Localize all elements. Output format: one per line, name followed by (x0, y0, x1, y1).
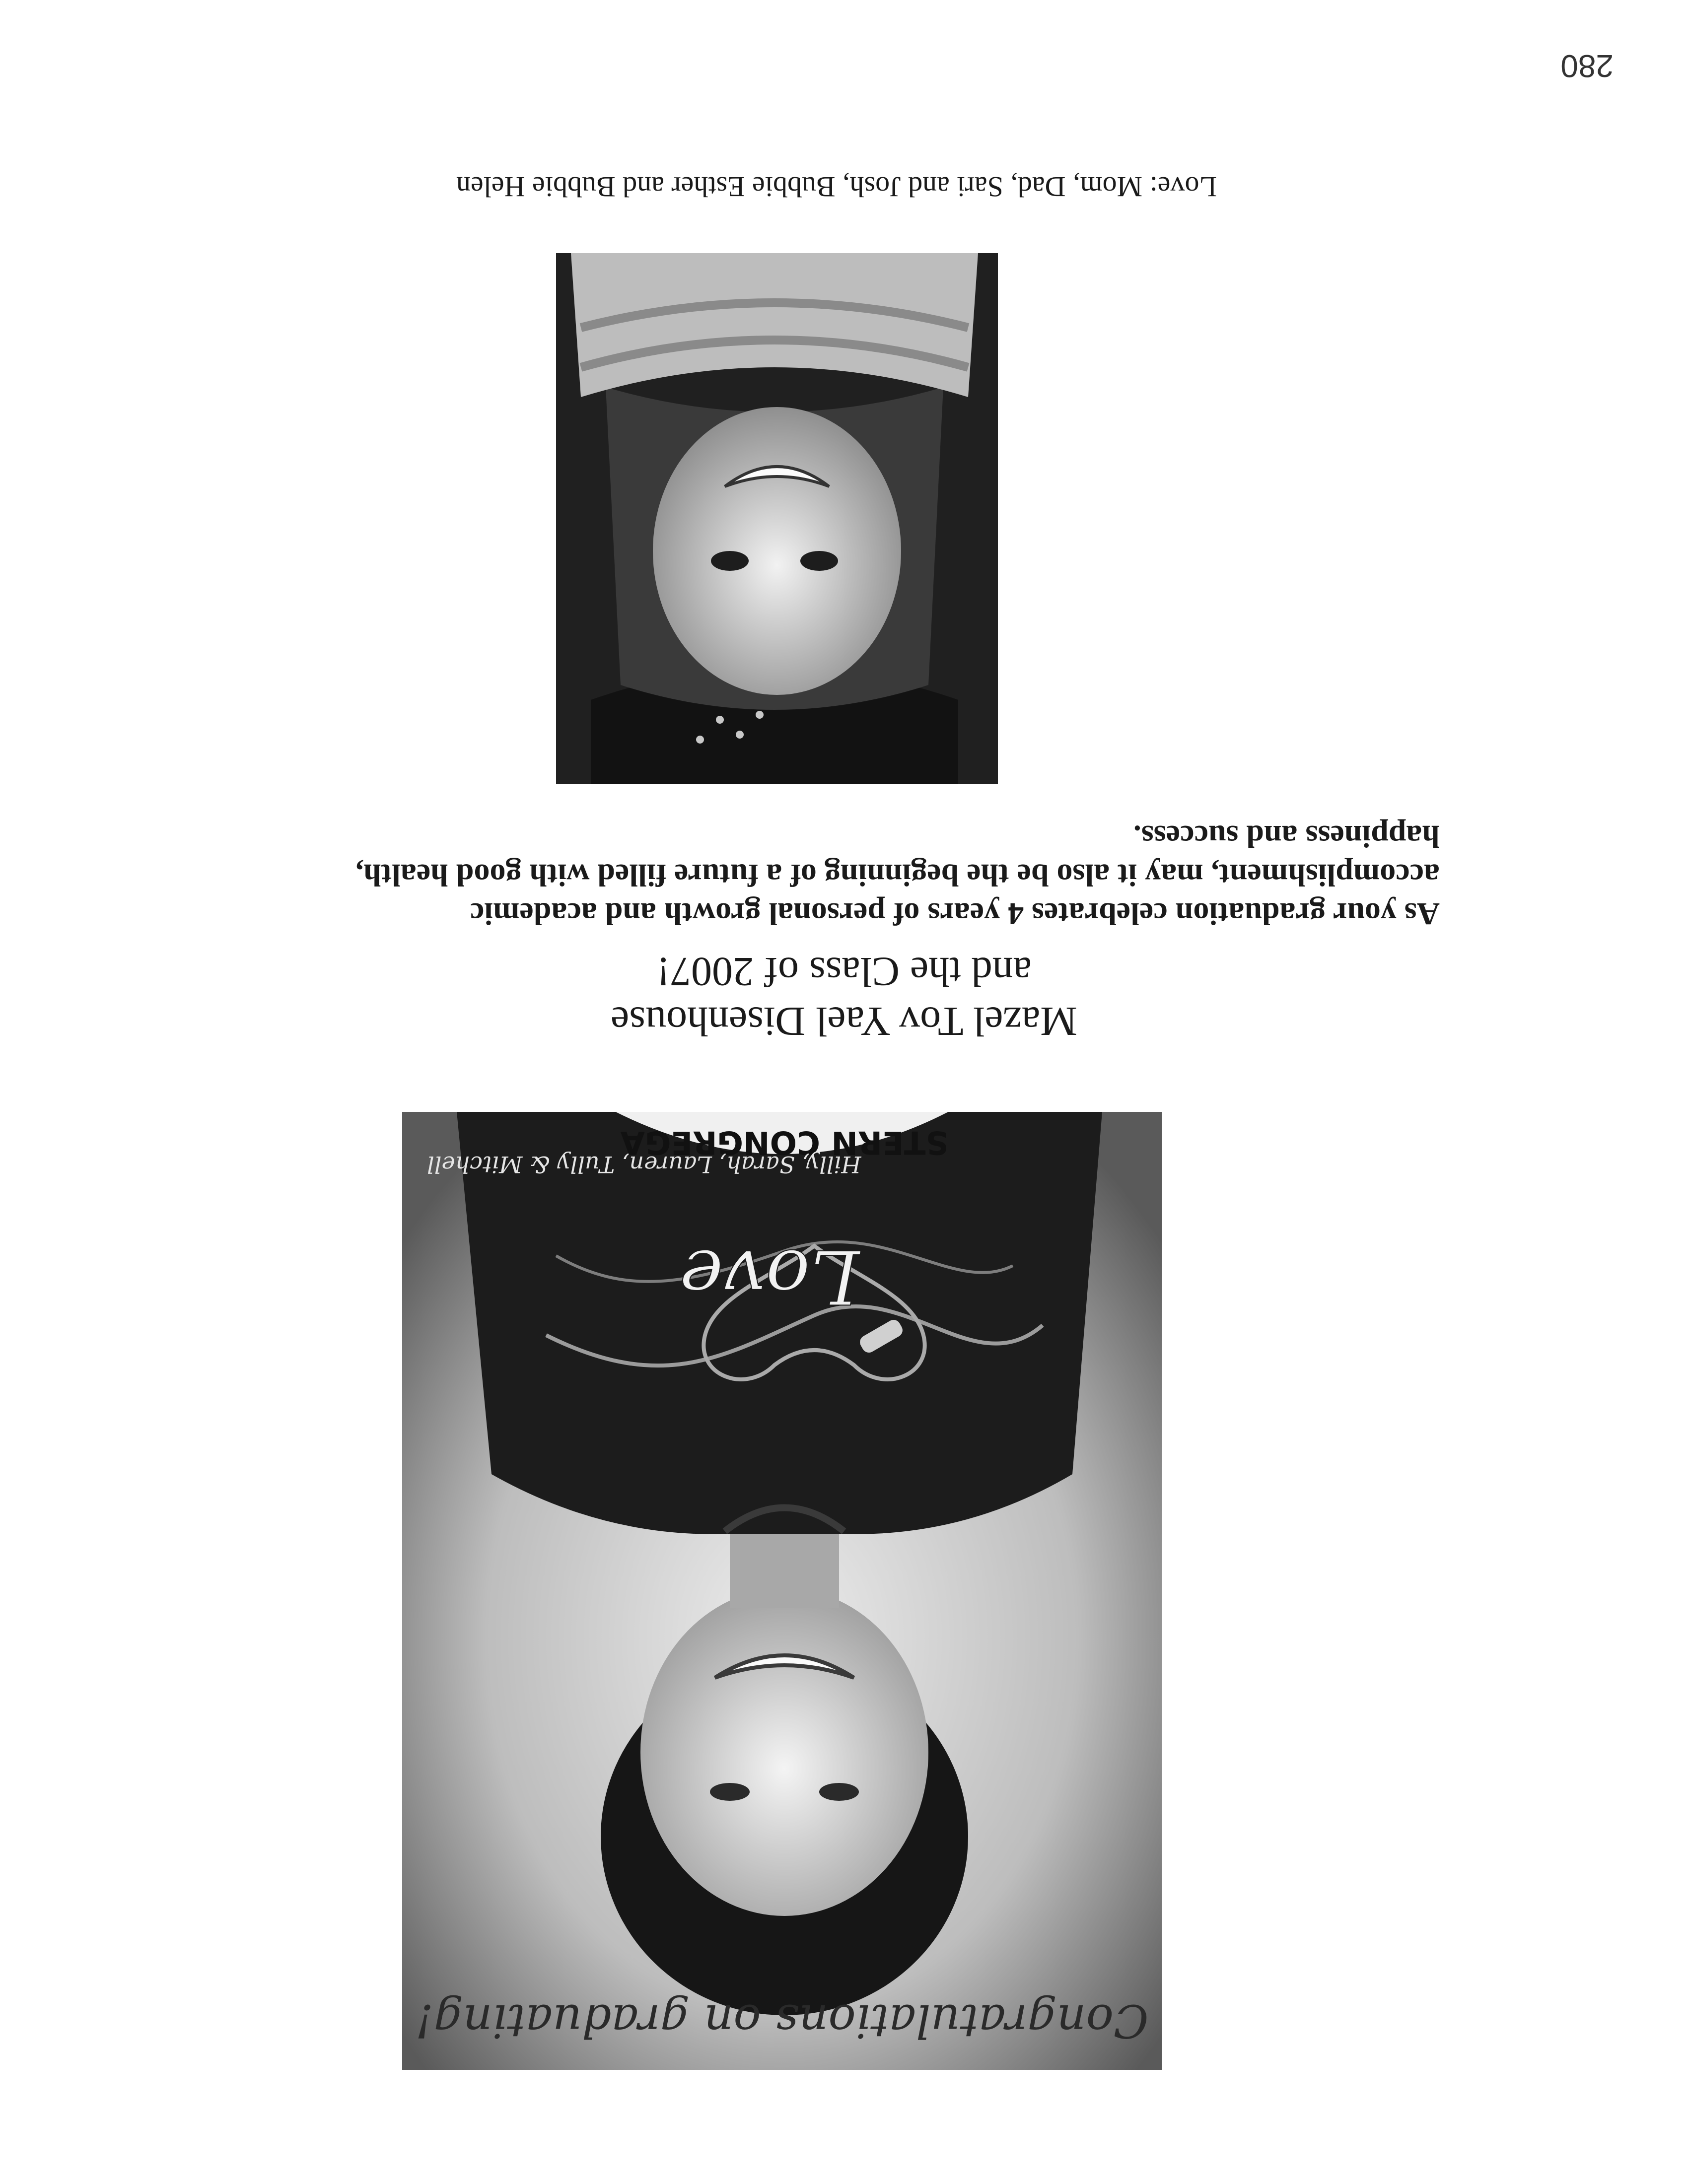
signoff-line: Love: Mom, Dad, Sari and Josh, Bubbie Esther and Bubbie Helen (456, 171, 1217, 203)
shirt-band-text: STERN CONGREGA (620, 1124, 949, 1160)
page-number: 280 (1560, 48, 1614, 84)
shirt-love-text: Love (679, 1233, 860, 1319)
graduate-photo (402, 1112, 1162, 2070)
photo-caption: Congratulations on graduating! (415, 1994, 1149, 2048)
message-body: As your graduation celebrates 4 years of personal growth and academic accomplishment, may it also be the beginning of a future filled with good health, happiness and success. (355, 819, 1440, 932)
page-title: Mazel Tov Yael Disenhouse (611, 998, 1077, 1044)
photo-signature: Hilly, Sarah, Lauren, Tully & Mitchell (427, 1151, 861, 1178)
page-subtitle: and the Class of 2007! (656, 949, 1032, 995)
portrait-photo (556, 253, 998, 784)
